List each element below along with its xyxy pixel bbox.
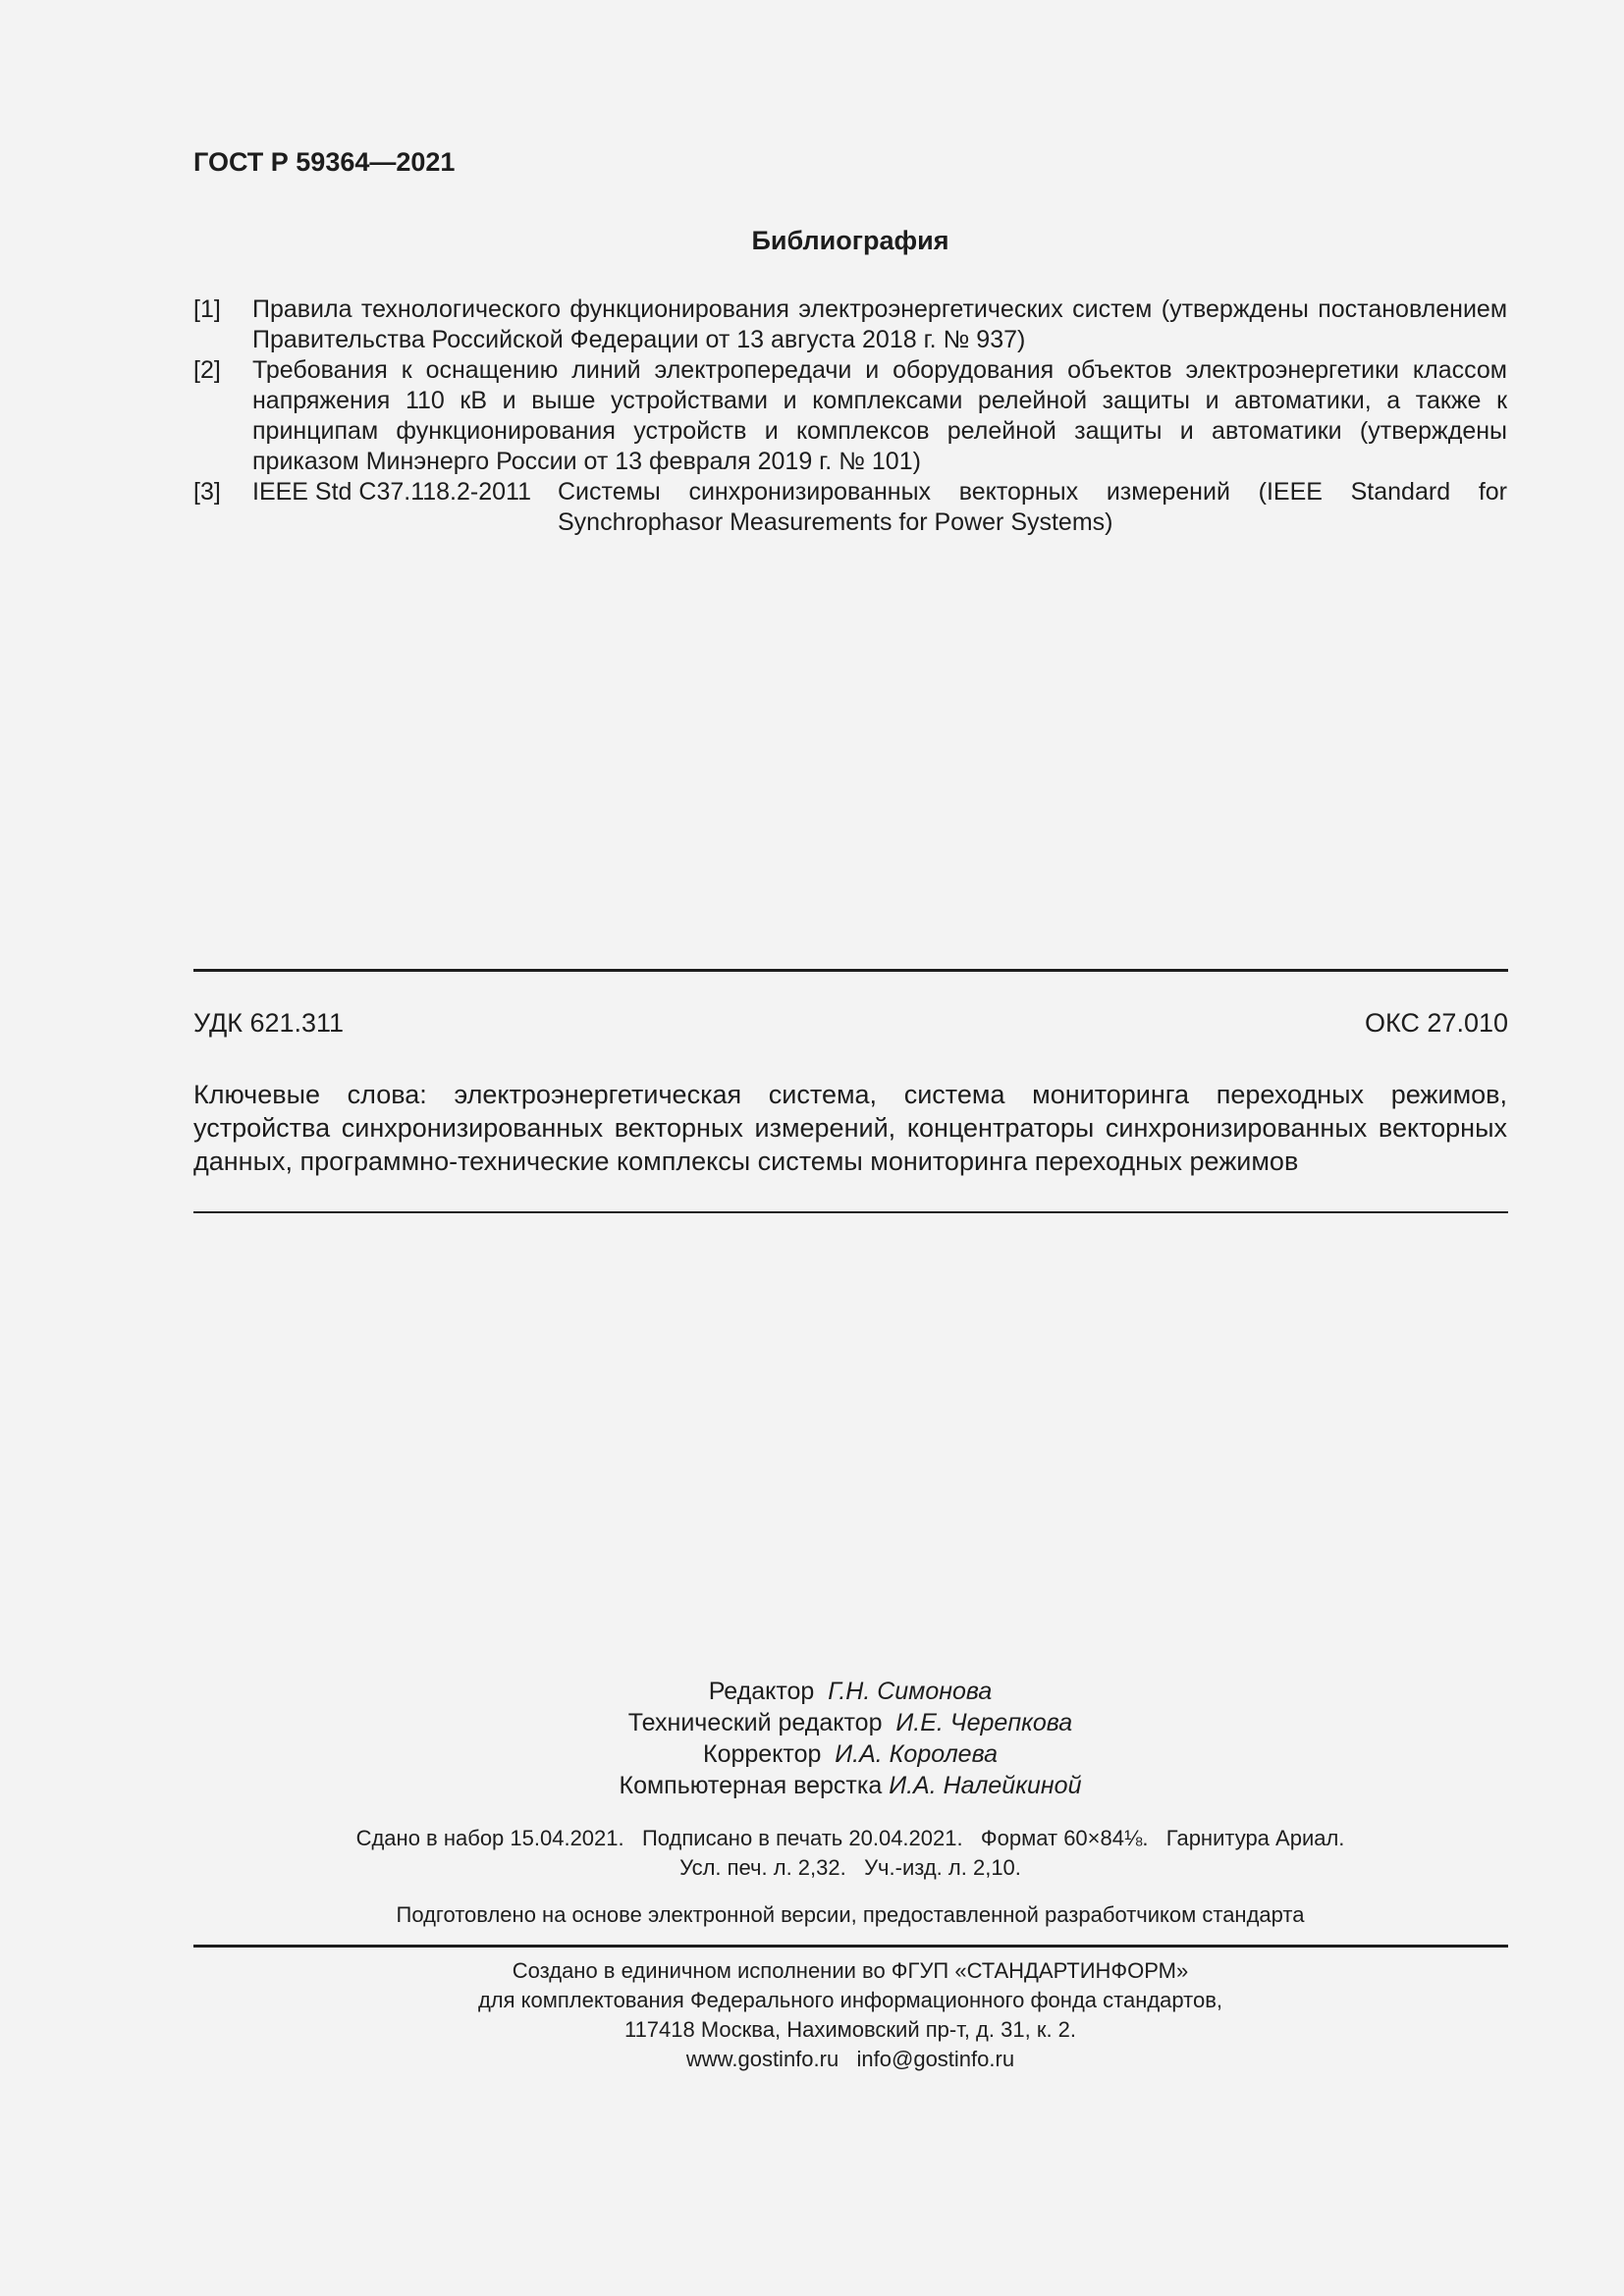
entry-text: Правила технологического функционирования электроэнергетических систем (утверждены постановлением Правительства Российской Федерации от 13 августа 2018 г. № 937) (252, 295, 1507, 353)
credit-line (0, 1707, 1624, 1738)
entry-text: Системы синхронизированных векторных измерений (IEEE Standard for Synchrophasor Measurements for Power Systems) (558, 478, 1507, 536)
entry-code: IEEE Std C37.118.2-2011 (252, 478, 531, 506)
publisher-line: www.gostinfo.ru info@gostinfo.ru (685, 2047, 1015, 2071)
imprint-line: Сдано в набор 15.04.2021. Подписано в печать 20.04.2021. Формат 60×84⅛. Гарнитура Ариал. (355, 1826, 1345, 1850)
divider-line (193, 1945, 1508, 1948)
oks-code: ОКС 27.010 (1364, 1008, 1508, 1038)
bibliography-title: Библиография (751, 226, 949, 255)
credit-role: Корректор (703, 1740, 822, 1768)
credit-line (0, 1738, 1624, 1770)
publisher-block (0, 1956, 1624, 2074)
udk-code: УДК 621.311 (193, 1008, 345, 1038)
divider-line (193, 1211, 1508, 1213)
publisher-line: для комплектования Федерального информационного фонда стандартов, (477, 1988, 1223, 2012)
entry-text: Требования к оснащению линий электропередачи и оборудования объектов электроэнергетики классом напряжения 110 кВ и выше устройствами и комплексами релейной защиты и автоматики, а также к принципам функционирования устройств и комплексов релейной защиты и автоматики (утверждены приказом Минэнерго России от 13 февраля 2019 г. № 101) (252, 356, 1507, 475)
entry-number: [2] (193, 356, 221, 384)
credit-name: И.Е. Черепкова (895, 1709, 1073, 1736)
imprint-line: Усл. печ. л. 2,32. Уч.-изд. л. 2,10. (679, 1855, 1021, 1880)
credit-role: Технический редактор (627, 1709, 883, 1736)
credits-block (0, 1676, 1624, 1801)
credit-name: И.А. Королева (835, 1740, 998, 1768)
prepared-note: Подготовлено на основе электронной версии, предоставленной разработчиком стандарта (396, 1902, 1305, 1927)
credit-role: Редактор (708, 1678, 815, 1705)
publisher-line: 117418 Москва, Нахимовский пр-т, д. 31, к. 2. (623, 2017, 1077, 2042)
bibliography-entry (193, 355, 1507, 477)
standard-code: ГОСТ Р 59364—2021 (193, 147, 456, 177)
bibliography-entry (193, 294, 1507, 355)
imprint-block (0, 1824, 1624, 1883)
credit-name: Г.Н. Симонова (828, 1678, 993, 1705)
credit-line (0, 1770, 1624, 1801)
publisher-line: Создано в единичном исполнении во ФГУП «СТАНДАРТИНФОРМ» (512, 1958, 1189, 1983)
credit-line (0, 1676, 1624, 1707)
entry-number: [3] (193, 478, 221, 506)
bibliography-entry (193, 477, 1507, 538)
keywords-text: Ключевые слова: электроэнергетическая система, система мониторинга переходных режимов, устройства синхронизированных векторных измерений, концентраторы синхронизированных векторных данных, программно-технические комплексы системы мониторинга переходных режимов (193, 1080, 1507, 1176)
bibliography-list (193, 294, 1507, 538)
credit-name: И.А. Налейкиной (889, 1772, 1082, 1799)
credit-role: Компьютерная верстка (619, 1772, 883, 1799)
entry-number: [1] (193, 295, 221, 323)
divider-line (193, 969, 1508, 972)
